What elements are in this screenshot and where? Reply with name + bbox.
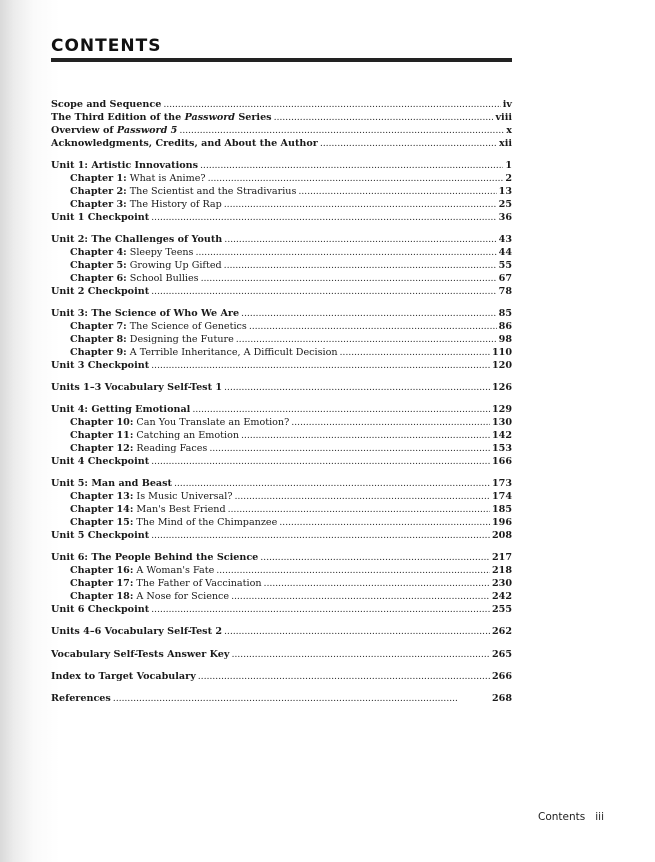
toc-entry[interactable] xyxy=(51,382,512,395)
toc-entry[interactable] xyxy=(51,99,512,112)
dot-leader xyxy=(224,382,490,395)
toc-entry-title: A Woman's Fate xyxy=(136,565,215,577)
dot-leader xyxy=(151,456,490,469)
toc-entry-title-part: The Third Edition of the xyxy=(51,111,185,123)
toc-entry-page-number: 265 xyxy=(491,648,512,660)
dot-leader xyxy=(201,273,497,286)
toc-entry-page-number: 120 xyxy=(491,359,512,371)
toc-entry-title: References xyxy=(51,693,111,705)
toc-section xyxy=(51,649,512,662)
toc-entry[interactable] xyxy=(51,212,512,225)
toc-entry[interactable] xyxy=(51,173,512,186)
toc-entry-title: The Father of Vaccination xyxy=(136,578,262,589)
toc-entry-title: The Scientist and the Stradivarius xyxy=(129,185,297,197)
toc-entry-page-number: 129 xyxy=(491,404,512,416)
toc-entry-title: Unit 3: The Science of Who We Are xyxy=(51,307,240,319)
toc-section xyxy=(51,99,512,151)
dot-leader xyxy=(216,565,490,578)
toc-entry-chapter-label: Chapter 2: xyxy=(70,185,127,197)
dot-leader xyxy=(179,125,504,138)
toc-entry-title: Vocabulary Self-Tests Answer Key xyxy=(51,648,230,660)
toc-entry-title-part: Overview of xyxy=(51,124,117,136)
toc-entry-title: Unit 1: Artistic Innovations xyxy=(51,160,199,172)
toc-entry-chapter-label: Chapter 9: xyxy=(70,346,127,358)
toc-entry-title: Catching an Emotion xyxy=(136,430,240,442)
dot-leader xyxy=(228,504,490,517)
toc-entry-title: Unit 2: The Challenges of Youth xyxy=(51,234,223,246)
toc-entry-title: The History of Rap xyxy=(129,198,222,210)
toc-entry-title: Index to Target Vocabulary xyxy=(51,670,196,682)
toc-entry[interactable] xyxy=(51,565,512,578)
toc-entry[interactable] xyxy=(51,552,512,565)
toc-entry-title: Unit 3 Checkpoint xyxy=(51,359,150,371)
dot-leader xyxy=(209,443,490,456)
toc-entry-page-number: 130 xyxy=(491,417,512,429)
toc-entry-title xyxy=(51,125,177,138)
toc-entry[interactable] xyxy=(51,517,512,530)
toc-section xyxy=(51,552,512,616)
toc-entry-title: A Terrible Inheritance, A Difficult Decision xyxy=(129,346,338,358)
dot-leader xyxy=(241,430,490,443)
toc-entry-chapter-label: Chapter 5: xyxy=(70,259,127,271)
toc-entry[interactable] xyxy=(51,591,512,604)
toc-entry-chapter-label: Chapter 13: xyxy=(70,491,134,503)
toc-entry[interactable] xyxy=(51,260,512,273)
toc-entry-page-number: 1 xyxy=(505,160,512,172)
toc-entry-page-number: 110 xyxy=(491,346,512,358)
toc-entry-chapter-label: Chapter 11: xyxy=(70,430,134,442)
toc-entry-title: Units 1–3 Vocabulary Self-Test 1 xyxy=(51,381,223,393)
toc-entry-title: Unit 5: Man and Beast xyxy=(51,478,172,490)
toc-entry-page-number: 230 xyxy=(491,578,512,589)
toc-entry[interactable] xyxy=(51,443,512,456)
toc-entry-page-number: 185 xyxy=(491,504,512,516)
toc-entry-page-number: 173 xyxy=(491,478,512,490)
toc-entry-chapter-label: Chapter 14: xyxy=(70,504,134,516)
toc-entry-title: The Mind of the Chimpanzee xyxy=(136,516,278,528)
toc-entry-title: Man's Best Friend xyxy=(136,504,226,516)
dot-leader xyxy=(163,99,500,112)
toc-entry-title: Unit 4: Getting Emotional xyxy=(51,404,191,416)
toc-entry-title: The Science of Genetics xyxy=(129,320,247,332)
toc-entry-title: Acknowledgments, Credits, and About the Author xyxy=(51,137,318,149)
toc-entry[interactable] xyxy=(51,430,512,443)
toc-entry-page-number: 126 xyxy=(491,381,512,393)
toc-entry-chapter-label: Chapter 8: xyxy=(70,333,127,345)
toc-entry[interactable] xyxy=(51,321,512,334)
dot-leader xyxy=(279,517,490,530)
toc-entry-page-number: 36 xyxy=(498,211,512,223)
toc-entry-title: Unit 5 Checkpoint xyxy=(51,529,150,541)
dot-leader xyxy=(224,260,497,273)
dot-leader xyxy=(231,649,489,662)
toc-entry-page-number: 217 xyxy=(491,552,512,564)
toc-section xyxy=(51,160,512,224)
toc-entry[interactable] xyxy=(51,186,512,199)
toc-section xyxy=(51,478,512,542)
toc-entry-chapter-label: Chapter 15: xyxy=(70,516,134,528)
dot-leader xyxy=(320,138,497,151)
dot-leader xyxy=(174,478,490,491)
toc-entry[interactable] xyxy=(51,199,512,212)
dot-leader xyxy=(151,530,490,543)
dot-leader xyxy=(200,160,503,173)
footer-page-number: iii xyxy=(595,811,604,823)
title-rule xyxy=(51,58,512,62)
toc-section xyxy=(51,671,512,684)
toc-entry-page-number: 2 xyxy=(505,172,512,184)
toc-entry[interactable] xyxy=(51,404,512,417)
toc-entry-title: Sleepy Teens xyxy=(129,246,194,258)
footer-label: Contents xyxy=(538,811,586,823)
toc-entry-title-italic: Password 5 xyxy=(116,124,178,136)
toc-entry-chapter-label: Chapter 18: xyxy=(70,590,134,602)
toc-entry[interactable] xyxy=(51,649,512,662)
toc-entry-title-part: Series xyxy=(235,111,272,123)
toc-entry-title: Unit 1 Checkpoint xyxy=(51,211,150,223)
dot-leader xyxy=(113,693,490,706)
toc-entry[interactable] xyxy=(51,360,512,373)
dot-leader xyxy=(192,404,490,417)
toc-entry-page-number: 268 xyxy=(491,693,512,705)
toc-entry-chapter-label: Chapter 1: xyxy=(70,172,127,184)
toc-entry[interactable] xyxy=(51,234,512,247)
toc-entry-page-number: 208 xyxy=(491,529,512,541)
toc-entry-title: Growing Up Gifted xyxy=(129,259,222,271)
toc-entry-page-number: 166 xyxy=(491,455,512,467)
toc-entry-chapter-label: Chapter 16: xyxy=(70,565,134,577)
toc-entry[interactable] xyxy=(51,138,512,151)
toc-entry-page-number: 67 xyxy=(498,272,512,284)
dot-leader xyxy=(224,234,496,247)
toc-entry-title: Unit 6 Checkpoint xyxy=(51,603,150,615)
toc-entry[interactable] xyxy=(51,671,512,684)
page-footer xyxy=(538,811,604,823)
toc-entry[interactable] xyxy=(51,308,512,321)
dot-leader xyxy=(224,199,497,212)
toc-entry[interactable] xyxy=(51,112,512,125)
toc-entry-title: What is Anime? xyxy=(129,172,206,184)
toc-entry[interactable] xyxy=(51,504,512,517)
toc-entry-chapter-label: Chapter 17: xyxy=(70,578,134,589)
toc-entry[interactable] xyxy=(51,417,512,430)
toc-entry[interactable] xyxy=(51,286,512,299)
toc-entry-page-number: x xyxy=(506,124,512,136)
toc-entry-page-number: 55 xyxy=(498,259,512,271)
toc-entry-title: Units 4–6 Vocabulary Self-Test 2 xyxy=(51,626,223,638)
toc-entry-page-number: 218 xyxy=(491,565,512,577)
toc-entry[interactable] xyxy=(51,604,512,617)
toc-entry[interactable] xyxy=(51,456,512,469)
toc-entry-page-number: 262 xyxy=(491,626,512,638)
dot-leader xyxy=(241,308,497,321)
dot-leader xyxy=(264,578,490,591)
dot-leader xyxy=(260,552,490,565)
toc-entry-page-number: 43 xyxy=(498,234,512,246)
toc-entry-title: Unit 6: The People Behind the Science xyxy=(51,552,259,564)
toc-entry-title: Unit 4 Checkpoint xyxy=(51,455,150,467)
toc-entry-title-italic: Password xyxy=(184,111,235,123)
toc-entry-chapter-label: Chapter 3: xyxy=(70,198,127,210)
toc-entry-page-number: 98 xyxy=(498,333,512,345)
toc-entry[interactable] xyxy=(51,491,512,504)
toc-entry-page-number: 78 xyxy=(498,285,512,297)
toc-entry[interactable] xyxy=(51,478,512,491)
table-of-contents xyxy=(51,99,512,716)
toc-entry-title: Unit 2 Checkpoint xyxy=(51,285,150,297)
toc-entry-title: Scope and Sequence xyxy=(51,99,162,110)
dot-leader xyxy=(298,186,496,199)
dot-leader xyxy=(340,347,490,360)
dot-leader xyxy=(151,286,497,299)
toc-entry-page-number: 266 xyxy=(491,670,512,682)
dot-leader xyxy=(234,491,489,504)
toc-entry[interactable] xyxy=(51,125,512,138)
dot-leader xyxy=(198,671,490,684)
toc-entry-title: School Bullies xyxy=(129,272,199,284)
toc-entry[interactable] xyxy=(51,247,512,260)
toc-entry-title xyxy=(51,112,272,125)
dot-leader xyxy=(224,626,490,639)
toc-entry-page-number: 255 xyxy=(491,603,512,615)
dot-leader xyxy=(231,591,490,604)
toc-entry-chapter-label: Chapter 6: xyxy=(70,272,127,284)
toc-entry-page-number: xii xyxy=(498,137,512,149)
toc-entry-page-number: 86 xyxy=(498,320,512,332)
toc-entry-chapter-label: Chapter 12: xyxy=(70,442,134,454)
dot-leader xyxy=(291,417,490,430)
toc-entry[interactable] xyxy=(51,530,512,543)
dot-leader xyxy=(151,604,490,617)
toc-entry-page-number: 13 xyxy=(498,185,512,197)
dot-leader xyxy=(151,360,490,373)
toc-entry-title: Reading Faces xyxy=(136,442,208,454)
toc-entry-page-number: 174 xyxy=(491,491,512,503)
toc-entry-page-number: 44 xyxy=(498,246,512,258)
toc-entry-chapter-label: Chapter 7: xyxy=(70,320,127,332)
toc-entry-page-number: 142 xyxy=(491,430,512,442)
dot-leader xyxy=(151,212,497,225)
dot-leader xyxy=(208,173,504,186)
toc-entry-page-number: iv xyxy=(502,99,512,110)
page-title: CONTENTS xyxy=(51,36,162,56)
dot-leader xyxy=(249,321,497,334)
toc-entry-page-number: 242 xyxy=(491,590,512,602)
toc-entry[interactable] xyxy=(51,273,512,286)
dot-leader xyxy=(195,247,496,260)
toc-entry[interactable] xyxy=(51,578,512,591)
toc-entry-title: Designing the Future xyxy=(129,333,234,345)
toc-entry-title: Can You Translate an Emotion? xyxy=(136,417,290,429)
toc-entry-chapter-label: Chapter 4: xyxy=(70,246,127,258)
toc-entry[interactable] xyxy=(51,160,512,173)
toc-entry[interactable] xyxy=(51,693,512,706)
dot-leader xyxy=(274,112,494,125)
toc-entry-page-number: 25 xyxy=(498,198,512,210)
toc-entry-page-number: 196 xyxy=(491,516,512,528)
toc-section xyxy=(51,626,512,639)
toc-entry[interactable] xyxy=(51,626,512,639)
toc-section xyxy=(51,404,512,468)
toc-section xyxy=(51,693,512,706)
toc-entry[interactable] xyxy=(51,347,512,360)
toc-entry-page-number: 153 xyxy=(491,442,512,454)
toc-section xyxy=(51,382,512,395)
toc-entry[interactable] xyxy=(51,334,512,347)
toc-section xyxy=(51,308,512,372)
toc-section xyxy=(51,234,512,298)
toc-entry-page-number: 85 xyxy=(498,307,512,319)
toc-entry-title: Is Music Universal? xyxy=(136,491,233,503)
toc-entry-title: A Nose for Science xyxy=(136,590,230,602)
toc-entry-chapter-label: Chapter 10: xyxy=(70,417,134,429)
toc-entry-page-number: viii xyxy=(495,111,512,123)
dot-leader xyxy=(236,334,497,347)
